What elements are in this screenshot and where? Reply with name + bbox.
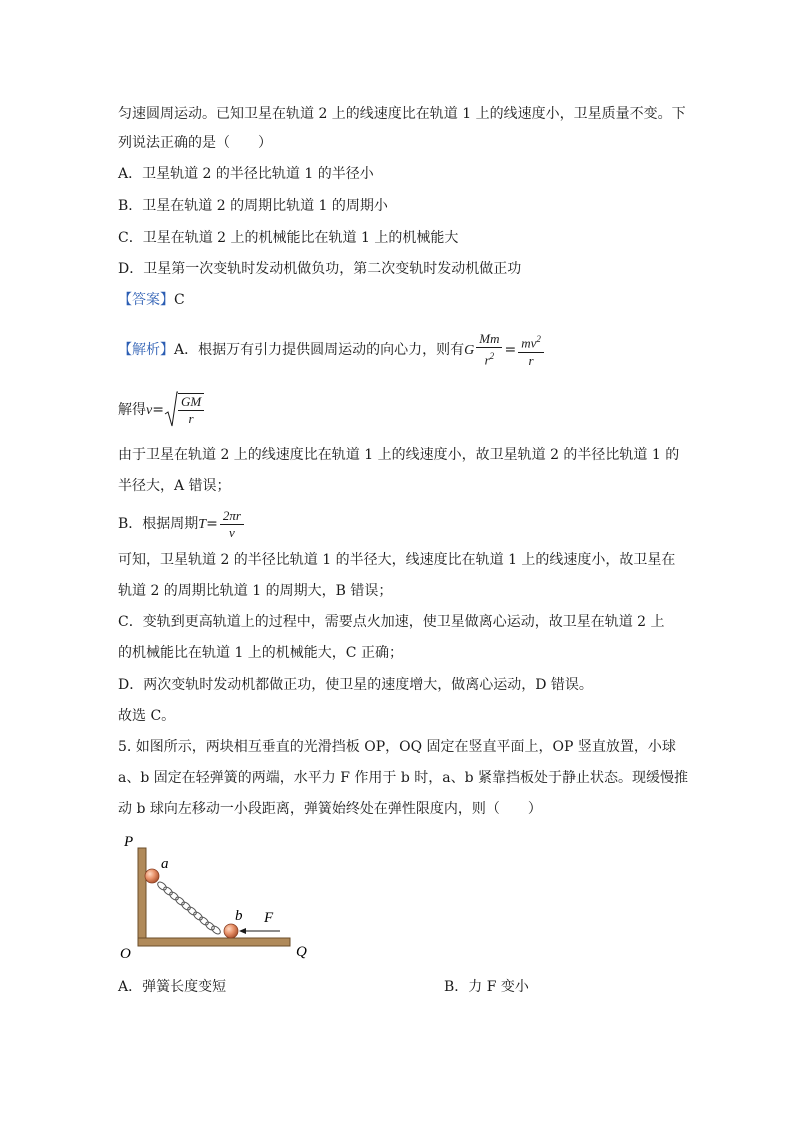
analysis-c-line2: 的机械能比在轨道 1 上的机械能大，C 正确； [118, 645, 403, 661]
analysis-d-line: D．两次变轨时发动机都做正功，使卫星的速度增大，做离心运动，D 错误。 [118, 677, 593, 693]
solve-line [118, 388, 206, 433]
solve-prefix: 解得 [118, 402, 146, 418]
formula-v: v [146, 403, 153, 418]
formula-gm-over-r: $\frac{GM}{r}$ [178, 393, 204, 427]
label-o: O [120, 946, 131, 962]
q4-option-a: A．卫星轨道 2 的半径比轨道 1 的半径小 [118, 166, 374, 182]
answer-line [118, 290, 185, 310]
q4-stem-line2: 列说法正确的是（ ） [118, 135, 272, 151]
analysis-b-line2: 轨道 2 的周期比轨道 1 的周期大，B 错误； [118, 583, 393, 599]
label-a: a [161, 856, 169, 872]
answer-tag: 【答案】 [118, 292, 174, 308]
analysis-a-line1: 由于卫星在轨道 2 上的线速度比在轨道 1 上的线速度小，故卫星轨道 2 的半径比轨道 1 的 [118, 447, 680, 463]
q5-line1: 5. 如图所示，两块相互垂直的光滑挡板 OP，OQ 固定在竖直平面上，OP 竖直放置，小球 [118, 739, 676, 755]
analysis-a-line [118, 330, 546, 371]
q4-option-d: D．卫星第一次变轨时发动机做负功，第二次变轨时发动机做正功 [118, 261, 522, 277]
q5-option-a: A．弹簧长度变短 [118, 979, 227, 995]
conclusion-line: 故选 C。 [118, 708, 176, 724]
formula-num-mm: Mm [476, 331, 502, 348]
force-arrow-icon [239, 928, 280, 934]
formula-equals-3: = [206, 516, 218, 532]
analysis-tag: 【解析】 [118, 342, 174, 358]
formula-num-mv2: $mv^2$ [518, 331, 544, 352]
board-oq [138, 938, 290, 946]
spring-icon [156, 880, 222, 935]
ball-b [224, 924, 238, 938]
q5-line3: 动 b 球向左移动一小段距离，弹簧始终处在弹性限度内，则（ ） [118, 801, 542, 817]
formula-g: G [464, 343, 475, 358]
label-q: Q [296, 944, 307, 960]
q5-option-b: B．力 F 变小 [444, 979, 529, 995]
ball-a [145, 869, 159, 883]
answer-value: C [174, 292, 185, 308]
formula-centripetal-fraction [518, 331, 544, 368]
q5-line2: a、b 固定在轻弹簧的两端，水平力 F 作用于 b 时，a、b 紧靠挡板处于静止状态。现缓慢推 [118, 770, 688, 786]
analysis-a-intro: A．根据万有引力提供圆周运动的向心力，则有 [174, 342, 465, 358]
board-op [138, 848, 146, 946]
formula-equals-2: = [152, 402, 164, 418]
analysis-b-line [118, 506, 246, 543]
analysis-b-line1: 可知，卫星轨道 2 的半径比轨道 1 的半径大，线速度比在轨道 1 上的线速度小，故卫星在 [118, 552, 676, 568]
formula-gravity-fraction [476, 331, 502, 368]
label-p: P [124, 834, 134, 850]
sqrt-sign-icon [164, 390, 178, 430]
q4-option-b: B．卫星在轨道 2 的周期比轨道 1 的周期小 [118, 198, 388, 214]
analysis-b-prefix: B．根据周期 [118, 516, 199, 532]
formula-den-r2: $r^2$ [484, 351, 495, 368]
q4-option-c: C．卫星在轨道 2 上的机械能比在轨道 1 上的机械能大 [118, 230, 459, 246]
label-b: b [235, 908, 243, 924]
formula-t: T [198, 517, 207, 532]
q4-stem-line1: 匀速圆周运动。已知卫星在轨道 2 上的线速度比在轨道 1 上的线速度小，卫星质量不变。下 [118, 106, 686, 122]
spring-balls-figure [118, 830, 328, 965]
formula-period-fraction: $\frac{2\pi r}{v}$ [220, 508, 244, 541]
analysis-c-line1: C．变轨到更高轨道上的过程中，需要点火加速，使卫星做离心运动，故卫星在轨道 2 上 [118, 614, 665, 630]
formula-den-r: r [528, 352, 534, 368]
formula-sqrt [164, 388, 206, 432]
formula-equals: = [504, 342, 517, 358]
analysis-a-line2: 半径大，A 错误； [118, 478, 231, 494]
label-f: F [264, 910, 274, 926]
